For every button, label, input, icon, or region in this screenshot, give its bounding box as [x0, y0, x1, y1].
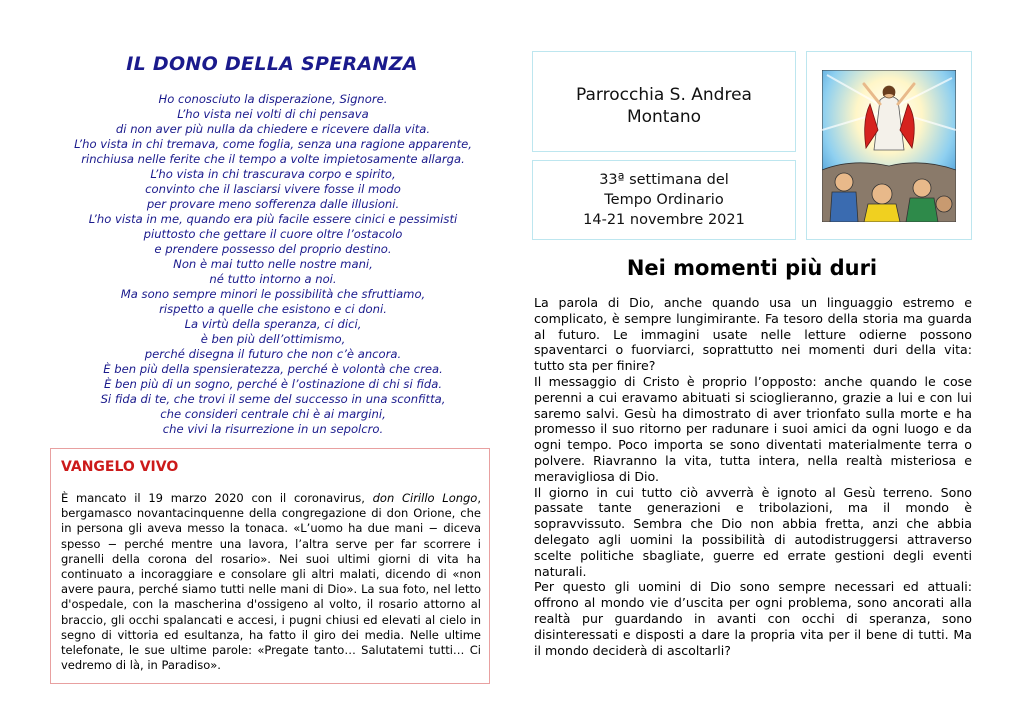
parish-header-box	[532, 51, 796, 152]
poem-line: perché disegna il futuro che non c’è ancora.	[144, 347, 402, 361]
parish-name-line2: Montano	[626, 107, 702, 127]
liturgical-season: Tempo Ordinario	[604, 192, 724, 208]
poem-line: di non aver più nulla da chiedere e ricevere dalla vita.	[115, 122, 431, 136]
poem-line: convinto che il lasciarsi vivere fosse il modo	[145, 182, 401, 196]
poem-line: L’ho vista in chi trascurava corpo e spirito,	[150, 167, 396, 181]
poem-line: piuttosto che gettare il cuore oltre l’ostacolo	[143, 227, 403, 241]
poem-line: Ho conosciuto la disperazione, Signore.	[158, 92, 388, 106]
article-paragraph: La parola di Dio, anche quando usa un linguaggio estremo e complicato, è sempre lungimirante. Fa tesoro della storia ma guarda al futuro. Le immagini usate nelle letture odierne possono spaventarci o fuorviarci, soprattutto nei momenti duri della vita: tutto sta per finire?	[534, 295, 972, 374]
poem-line: Si fida di te, che trovi il seme del successo in una sconfitta,	[100, 392, 446, 406]
resurrection-illustration	[822, 70, 956, 222]
poem-line: È ben più della spensieratezza, perché è volontà che crea.	[103, 362, 443, 376]
week-info	[533, 170, 795, 230]
article-paragraph: Il giorno in cui tutto ciò avverrà è ignoto al Gesù terreno. Sono passate tante generazioni e tribolazioni, ma il mondo è sopravvissuto. Sembra che Dio non abbia fretta, anzi che abbia delegato agli uomini la possibilità di autodistruggersi attraverso scelte politiche sbagliate, guerre ed errate gestioni degli eventi naturali.	[534, 484, 972, 579]
article-title: Nei momenti più duri	[626, 256, 878, 280]
vangelo-priest-name: don Cirillo Longo	[372, 491, 478, 505]
poem-text	[40, 92, 506, 437]
poem-line: per provare meno sofferenza dalle illusioni.	[146, 197, 400, 211]
poem-title: IL DONO DELLA SPERANZA	[126, 53, 418, 75]
poem-line: L’ho vista nei volti di chi pensava	[177, 107, 369, 121]
vangelo-vivo-text	[61, 491, 481, 673]
illustration-box	[806, 51, 972, 240]
poem-line: La virtù della speranza, ci dici,	[184, 317, 362, 331]
poem-line: che consideri centrale chi è ai margini,	[160, 407, 386, 421]
poem-line: né tutto intorno a noi.	[209, 272, 337, 286]
article-body	[534, 295, 972, 658]
poem-line: Ma sono sempre minori le possibilità che sfruttiamo,	[120, 287, 426, 301]
poem-line: Non è mai tutto nelle nostre mani,	[173, 257, 373, 271]
week-number: 33ª settimana del	[599, 172, 729, 188]
poem-line: è ben più dell’ottimismo,	[200, 332, 346, 346]
week-info-box	[532, 160, 796, 240]
poem-line: rinchiusa nelle ferite che il tempo a volte impietosamente allarga.	[81, 152, 465, 166]
poem-line: L’ho vista in chi tremava, come foglia, senza una ragione apparente,	[74, 137, 472, 151]
vangelo-text-body: , bergamasco novantacinquenne della congregazione di don Orione, che in persona gli aveva messo la tonaca. «L’uomo ha due mani − diceva spesso − perché mentre una lavora, l’altra serve per far scorrere i granelli della corona del rosario». Nei suoi ultimi giorni di vita ha continuato a incoraggiare e consolare gli altri malati, dicendo di «non avere paura, perché siamo tutti nelle mani di Dio». La sua foto, nel letto d'ospedale, con la mascherina d'ossigeno al volto, il rosario attorno al braccio, gli occhi spalancati e accesi, i pugni chiusi ed elevati al cielo in segno di vittoria ed esultanza, ha fatto il giro dei media. Nelle ultime telefonate, le sue ultime parole: «Pregate tanto… Salutatemi tutti… Ci vedremo di là, in Paradiso».	[61, 491, 482, 673]
poem-line: rispetto a quelle che esistono e ci doni.	[159, 302, 387, 316]
vangelo-vivo-box	[50, 448, 490, 684]
poem-line: che vivi la risurrezione in un sepolcro.	[162, 422, 384, 436]
article-paragraph: Il messaggio di Cristo è proprio l’opposto: anche quando le cose perenni a cui eravamo abituati si scioglieranno, grazie a lui e con lui saremo salvi. Gesù ha dimostrato di aver trionfato sulla morte e ha promesso il suo ritorno per radunare i suoi amici da ogni luogo e da ogni tempo. Poco importa se sono diventati materialmente terra o polvere. Riavranno la vita, tutta intera, nella realtà misteriosa e meravigliosa di Dio.	[534, 373, 972, 484]
vangelo-vivo-title: VANGELO VIVO	[61, 459, 179, 475]
parish-name	[533, 84, 795, 128]
parish-name-line1: Parrocchia S. Andrea	[576, 85, 752, 105]
poem-line: È ben più di un sogno, perché è l’ostinazione di chi si fida.	[103, 377, 443, 391]
article-paragraph: Per questo gli uomini di Dio sono sempre necessari ed attuali: offrono al mondo vie d’uscita per ogni problema, sono ancorati alla realtà pur guardando in avanti con occhi di speranza, sono disinteressati e disposti a dare la propria vita per il bene di tutti. Ma il mondo deciderà di ascoltarli?	[534, 579, 972, 658]
poem-line: e prendere possesso del proprio destino.	[154, 242, 392, 256]
vangelo-text-intro: È mancato il 19 marzo 2020 con il coronavirus,	[61, 491, 373, 505]
poem-line: L’ho vista in me, quando era più facile essere cinici e pessimisti	[88, 212, 458, 226]
week-dates: 14-21 novembre 2021	[583, 212, 745, 228]
